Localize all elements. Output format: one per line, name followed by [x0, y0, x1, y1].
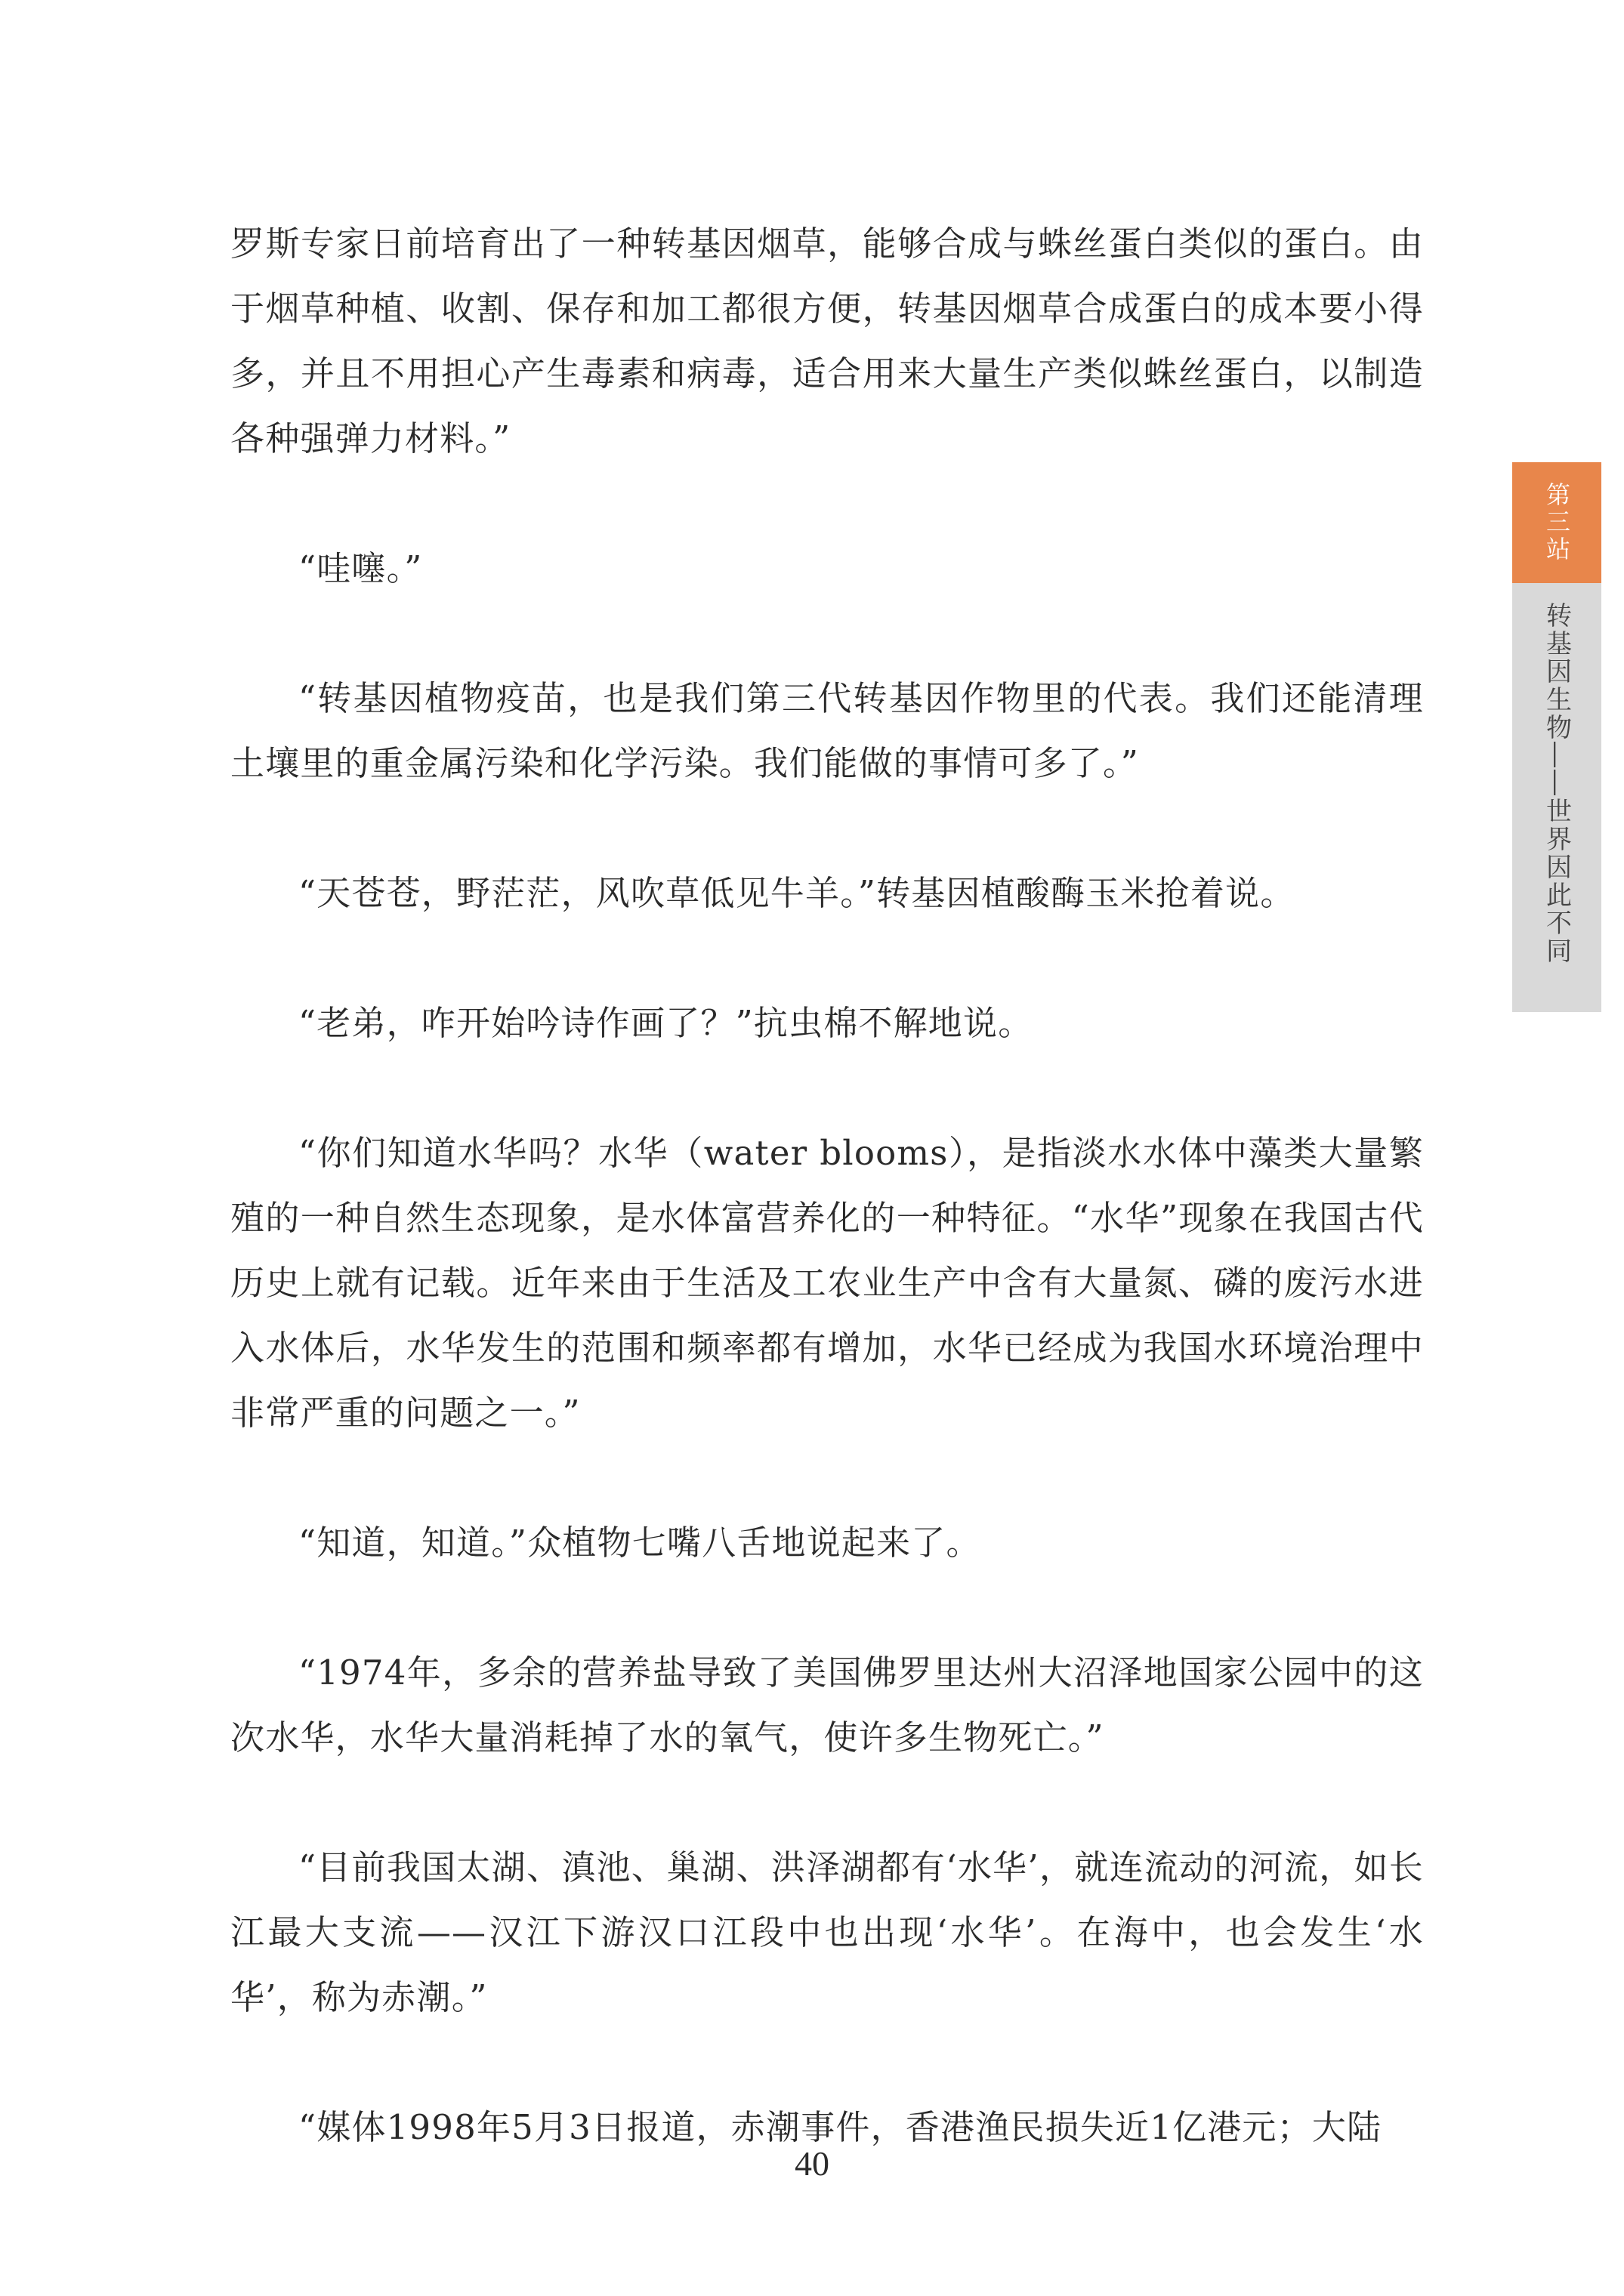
- paragraph: “哇噻。”: [298, 548, 423, 588]
- chapter-title: 转基因生物——世界因此不同: [1542, 602, 1571, 965]
- paragraph: “天苍苍，野茫茫，风吹草低见牛羊。”转基因植酸酶玉米抢着说。: [298, 873, 1295, 913]
- section-label: 第三站: [1543, 482, 1570, 563]
- main-text: [230, 211, 1424, 2160]
- chapter-marker: [1512, 594, 1601, 1010]
- chapter-side-tab: [1512, 462, 1601, 1012]
- paragraph: “知道，知道。”众植物七嘴八舌地说起来了。: [298, 1523, 981, 1563]
- paragraph: “媒体1998年5月3日报道，赤潮事件，香港渔民损失近1亿港元；大陆: [298, 2107, 1382, 2147]
- paragraph: “你们知道水华吗？水华（water blooms），是指淡水水体中藻类大量繁殖的一种自然生态现象，是水体富营养化的一种特征。“水华”现象在我国古代历史上就有记载。近年来由于生活及工农业生产中含有大量氮、磷的废污水进入水体后，水华发生的范围和频率都有增加，水华已经成为我国水环境治理中非常严重的问题之一。”: [230, 1133, 1424, 1433]
- paragraph: “目前我国太湖、滇池、巢湖、洪泽湖都有‘水华’，就连流动的河流，如长江最大支流——汉江下游汉口江段中也出现‘水华’。在海中，也会发生‘水华’，称为赤潮。”: [230, 1847, 1424, 2017]
- paragraph: “1974年，多余的营养盐导致了美国佛罗里达州大沼泽地国家公园中的这次水华，水华大量消耗掉了水的氧气，使许多生物死亡。”: [230, 1653, 1424, 1757]
- paragraph: “老弟，咋开始吟诗作画了？”抗虫棉不解地说。: [298, 1003, 1033, 1043]
- paragraph: “转基因植物疫苗，也是我们第三代转基因作物里的代表。我们还能清理土壤里的重金属污染和化学污染。我们能做的事情可多了。”: [230, 678, 1424, 783]
- paragraph: 罗斯专家日前培育出了一种转基因烟草，能够合成与蛛丝蛋白类似的蛋白。由于烟草种植、收割、保存和加工都很方便，转基因烟草合成蛋白的成本要小得多，并且不用担心产生毒素和病毒，适合用来大量生产类似蛛丝蛋白，以制造各种强弹力材料。”: [230, 224, 1424, 458]
- page-number: 40: [795, 2144, 829, 2183]
- section-marker: [1512, 462, 1601, 583]
